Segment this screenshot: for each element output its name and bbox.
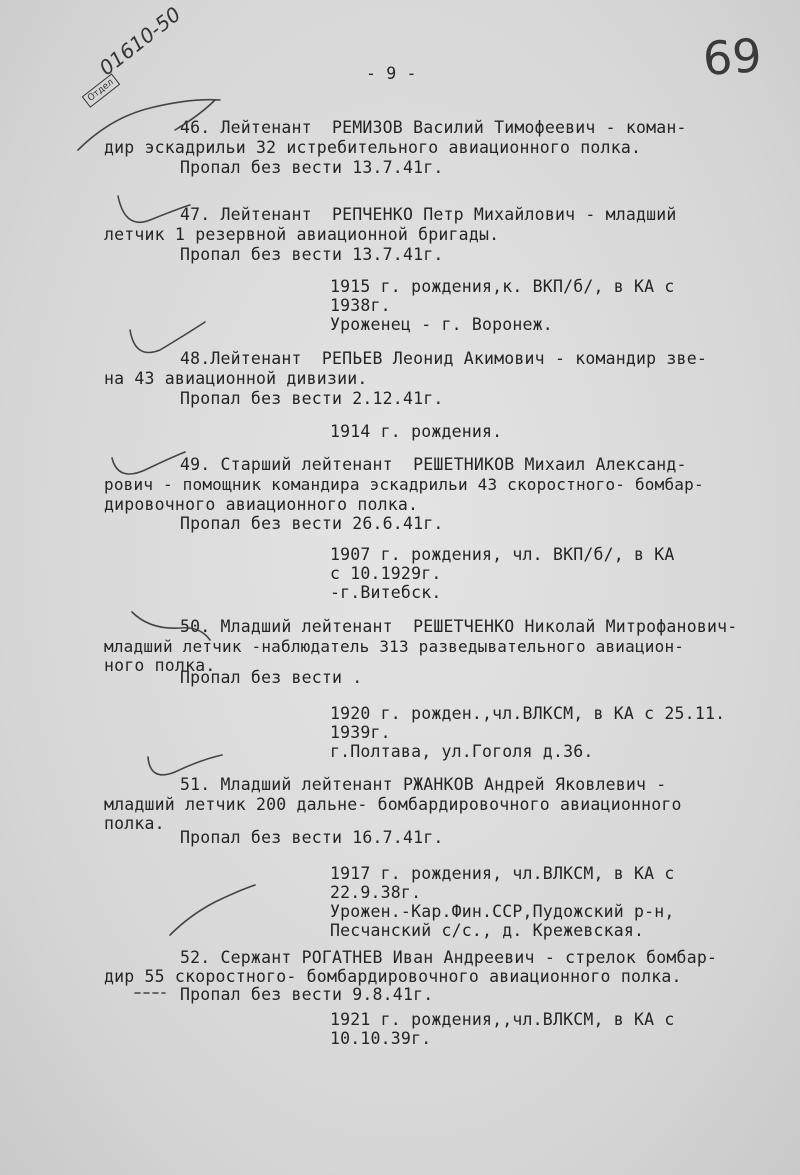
entry-50-detail-2: 1939г. [330,723,391,742]
entry-47-status: Пропал без вести 13.7.41г. [180,245,444,264]
check-mark-47 [118,196,190,222]
entry-50-status: Пропал без вести . [180,668,363,687]
entry-52-status: Пропал без вести 9.8.41г. [180,985,434,1004]
entry-46-line-2: дир эскадрильи 32 истребительного авиационного полка. [104,138,642,157]
check-mark-52 [170,885,255,935]
page-number: - 9 - [366,64,417,83]
entry-50-line-2: младший летчик -наблюдатель 313 разведывательного авиацион- [104,637,685,656]
entry-47-detail-3: Уроженец - г. Воронеж. [330,315,553,334]
entry-48-detail-1: 1914 г. рождения. [330,422,503,441]
entry-49-line-1: 49. Старший лейтенант РЕШЕТНИКОВ Михаил Александ- [180,455,687,474]
entry-51-status: Пропал без вести 16.7.41г. [180,828,444,847]
entry-47-detail-2: 1938г. [330,296,391,315]
stamp-underline [175,100,215,130]
entry-51-detail-1: 1917 г. рождения, чл.ВЛКСМ, в КА с [330,864,675,883]
entry-46-line-1: 46. Лейтенант РЕМИЗОВ Василий Тимофеевич - коман- [180,118,687,137]
entry-48-status: Пропал без вести 2.12.41г. [180,389,444,408]
entry-52-detail-1: 1921 г. рождения,,чл.ВЛКСМ, в КА с [330,1010,675,1029]
check-mark-50 [132,612,210,640]
entry-49-line-2: рович - помощник командира эскадрильи 43 скоростного- бомбар- [104,475,704,494]
entry-50-detail-3: г.Полтава, ул.Гоголя д.36. [330,742,594,761]
check-mark-49 [112,452,185,474]
stamp-number: 01610-50 [94,1,186,81]
entry-49-detail-1: 1907 г. рождения, чл. ВКП/б/, в КА [330,545,675,564]
stamp-label: Отдел [82,73,120,107]
entry-52-line-1: 52. Сержант РОГАТНЕВ Иван Андреевич - стрелок бомбар- [180,948,718,967]
entry-49-line-3: дировочного авиационного полка. [104,495,419,514]
entry-49-detail-2: с 10.1929г. [330,564,442,583]
check-mark-46 [78,100,220,150]
entry-51-detail-2: 22.9.38г. [330,883,422,902]
entry-49-detail-3: -г.Витебск. [330,583,442,602]
entry-51-detail-3: Урожен.-Кар.Фин.ССР,Пудожский р-н, [330,902,675,921]
entry-51-line-3: полка. [104,814,165,833]
entry-47-line-2: летчик 1 резервной авиационной бригады. [104,225,500,244]
entry-52-detail-2: 10.10.39г. [330,1029,432,1048]
entry-51-line-2: младший летчик 200 дальне- бомбардировочного авиационного [104,795,682,814]
entry-51-detail-4: Песчанский с/с., д. Крежевская. [330,921,645,940]
entry-47-detail-1: 1915 г. рождения,к. ВКП/б/, в КА с [330,277,675,296]
entry-46-status: Пропал без вести 13.7.41г. [180,158,444,177]
entry-51-line-1: 51. Младший лейтенант РЖАНКОВ Андрей Яковлевич - [180,775,667,794]
sheet-number: 69 [701,28,764,86]
entry-49-status: Пропал без вести 26.6.41г. [180,514,444,533]
check-mark-48 [130,322,205,353]
entry-48-line-2: на 43 авиационной дивизии. [104,369,368,388]
entry-47-line-1: 47. Лейтенант РЕПЧЕНКО Петр Михайлович - младший [180,205,677,224]
entry-50-detail-1: 1920 г. рожден.,чл.ВЛКСМ, в КА с 25.11. [330,704,726,723]
entry-50-line-3: ного полка. [104,656,216,675]
entry-48-line-1: 48.Лейтенант РЕПЬЕВ Леонид Акимович - командир зве- [180,349,707,368]
entry-50-line-1: 50. Младший лейтенант РЕШЕТЧЕНКО Николай Митрофанович- [180,617,738,636]
entry-52-line-2: дир 55 скоростного- бомбардировочного авиационного полка. [104,967,682,986]
check-mark-51 [148,755,222,775]
